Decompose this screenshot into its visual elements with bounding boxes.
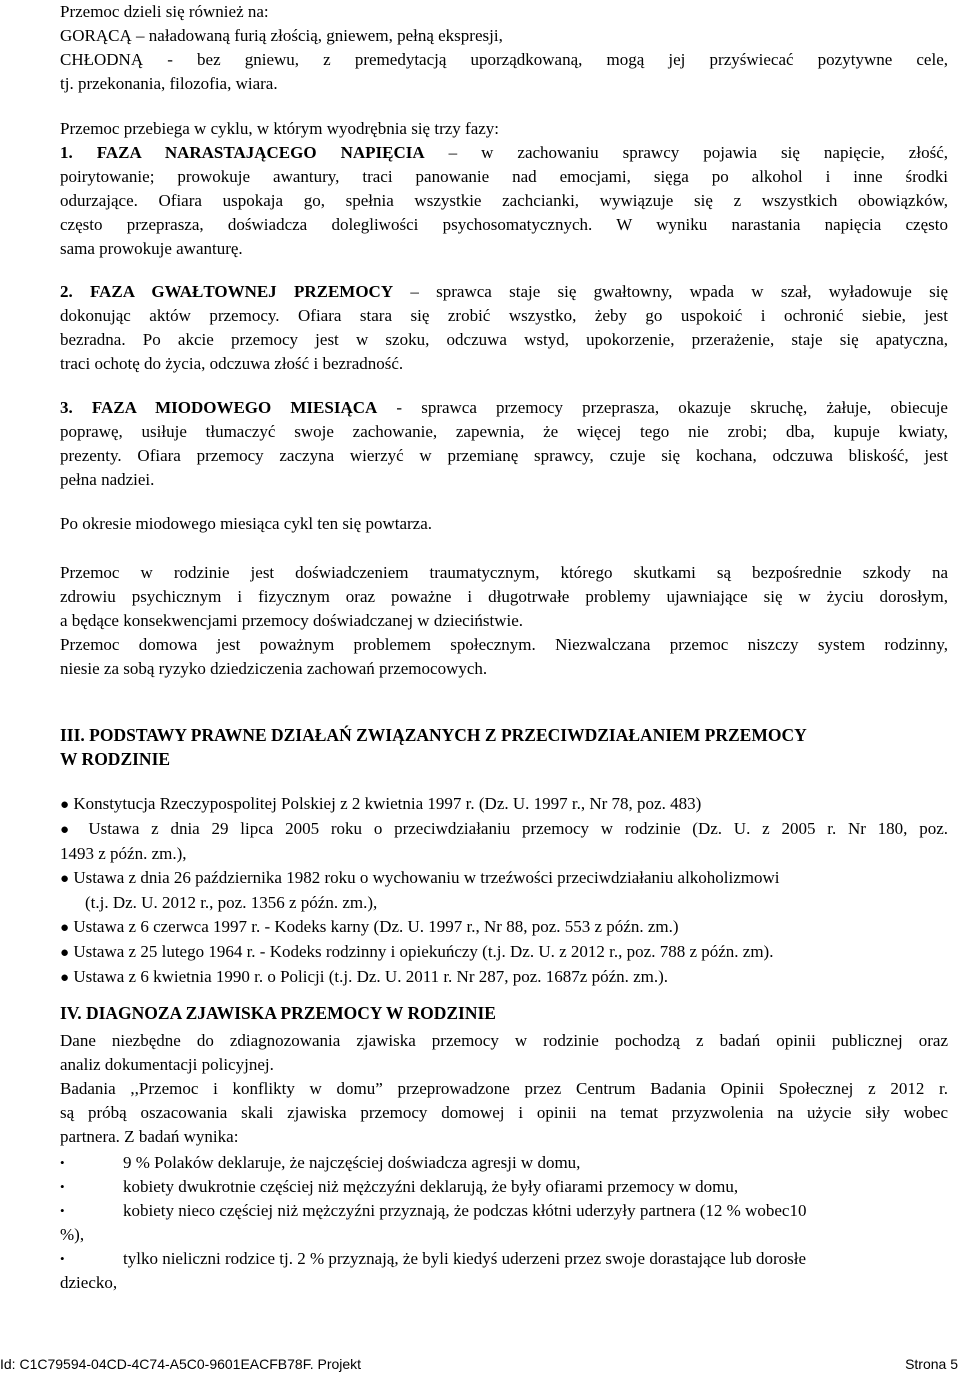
heading-line: III. PODSTAWY PRAWNE DZIAŁAŃ ZWIĄZANYCH Z PRZECIWDZIAŁANIEM PRZEMOCY (60, 725, 807, 745)
finding-text: tylko nieliczni rodzice tj. 2 % przyznają, że byli kiedyś uderzeni przez swoje dorastające lub dorosłe (123, 1249, 807, 1268)
finding-text: kobiety nieco częściej niż mężczyźni przyznają, że podczas kłótni uderzyły partnera (12 % wobec10 (123, 1201, 807, 1220)
cycle-intro: Przemoc przebiega w cyklu, w którym wyodrębnia się trzy fazy: (60, 119, 500, 138)
diagnosis-line: partnera. Z badań wynika: (60, 1127, 239, 1146)
phase-2-paragraph (60, 280, 948, 376)
cycle-repeat: Po okresie miodowego miesiąca cykl ten się powtarza. (60, 514, 432, 533)
finding-continuation: %), (60, 1225, 85, 1244)
trauma-line: zdrowiu psychicznym i fizycznym oraz poważne i długotrwałe problemy ujawniające się w życiu dorosłym, (60, 587, 948, 606)
law-text: Ustawa z dnia 26 października 1982 roku o wychowaniu w trzeźwości przeciwdziałaniu alkoholizmowi (73, 868, 780, 887)
phase-line: bezradna. Po akcie przemocy jest w szoku, odczuwa wstyd, upokorzenie, przerażenie, staje się apatyczna, (60, 330, 948, 349)
trauma-line: Przemoc domowa jest poważnym problemem społecznym. Niezwalczana przemoc niszczy system rodzinny, (60, 635, 948, 654)
law-text: Konstytucja Rzeczypospolitej Polskiej z 2 kwietnia 1997 r. (Dz. U. 1997 r., Nr 78, poz. 483) (73, 794, 702, 813)
phase-1-paragraph (60, 141, 948, 261)
footer-document-id: Id: C1C79594-04CD-4C74-A5C0-9601EACFB78F. Projekt (0, 1356, 362, 1372)
violence-types-line: tj. przekonania, filozofia, wiara. (60, 74, 278, 93)
bullet-icon: ● (60, 871, 70, 887)
law-item (60, 940, 948, 965)
diagnosis-line: Badania ,,Przemoc i konflikty w domu” przeprowadzone przez Centrum Badania Opinii Społecznej z 2012 r. (60, 1079, 948, 1098)
bullet-icon: ● (60, 822, 77, 838)
law-text: Ustawa z dnia 29 lipca 2005 roku o przeciwdziałaniu przemocy w rodzinie (Dz. U. z 2005 r. Nr 180, poz. (88, 819, 949, 838)
trauma-line: niesie za sobą ryzyko dziedziczenia zachowań przemocowych. (60, 659, 488, 678)
phase-line (60, 141, 948, 165)
diagnosis-line: są próbą oszacowania skali zjawiska przemocy domowej i opinii na temat przyzwolenia na użycie siły wobec (60, 1103, 948, 1122)
law-item (60, 792, 948, 817)
finding-text: kobiety dwukrotnie częściej niż mężczyźni deklarują, że były ofiarami przemocy w domu, (123, 1177, 739, 1196)
trauma-line: a będące konsekwencjami przemocy doświadczanej w dzieciństwie. (60, 611, 524, 630)
phase-title: 1. FAZA NARASTAJĄCEGO NAPIĘCIA (60, 143, 425, 162)
footer-page-number: Strona 5 (905, 1356, 958, 1372)
diagnosis-paragraph-2 (60, 1077, 948, 1149)
law-text: Ustawa z 6 kwietnia 1990 r. o Policji (t.j. Dz. U. 2011 r. Nr 287, poz. 1687z późn. zm.). (73, 967, 669, 986)
bullet-icon: • (60, 1179, 65, 1194)
violence-types-line: GORĄCĄ – naładowaną furią złością, gniewem, pełną ekspresji, (60, 26, 503, 45)
heading-line: W RODZINIE (60, 749, 171, 769)
bullet-icon: • (60, 1251, 65, 1266)
diagnosis-paragraph-1 (60, 1029, 948, 1077)
phase-line: odurzające. Ofiara uspokaja go, spełnia wszystkie zachcianki, wywiązuje się z wszystkich obowiązków, (60, 191, 948, 210)
bullet-icon: • (60, 1155, 65, 1170)
trauma-paragraph (60, 561, 948, 681)
phase-text: – sprawca staje się gwałtowny, wpada w szał, wyładowuje się (393, 282, 948, 301)
violence-types-line: CHŁODNĄ - bez gniewu, z premedytacją uporządkowaną, mogą jej przyświecać pozytywne cele, (60, 50, 948, 69)
phase-line: często przeprasza, doświadcza dolegliwości psychosomatycznych. W wyniku narastania napięcia często (60, 215, 948, 234)
law-item (60, 817, 948, 842)
law-item-continuation: (t.j. Dz. U. 2012 r., poz. 1356 z późn. zm.), (85, 893, 378, 912)
phase-title: 2. FAZA GWAŁTOWNEJ PRZEMOCY (60, 282, 394, 301)
phase-line: poirytowanie; prowokuje awantury, traci panowanie nad emocjami, sięga po alkohol i inne środki (60, 167, 948, 186)
trauma-line: Przemoc w rodzinie jest doświadczeniem traumatycznym, którego skutkami są bezpośrednie szkody na (60, 563, 948, 582)
phase-line: dokonując aktów przemocy. Ofiara stara się zrobić wszystko, żeby go uspokoić i ochronić siebie, jest (60, 306, 948, 325)
law-item (60, 915, 948, 940)
law-item (60, 965, 948, 990)
violence-types-paragraph (60, 0, 948, 96)
diagnosis-line: analiz dokumentacji policyjnej. (60, 1055, 274, 1074)
law-text: Ustawa z 25 lutego 1964 r. - Kodeks rodzinny i opiekuńczy (t.j. Dz. U. z 2012 r., poz. 788 z późn. zm). (73, 942, 774, 961)
bullet-icon: ● (60, 945, 70, 961)
bullet-icon: ● (60, 920, 70, 936)
phase-text: – w zachowaniu sprawcy pojawia się napięcie, złość, (424, 143, 948, 162)
law-item-continuation: 1493 z późn. zm.), (60, 844, 187, 863)
phase-title: 3. FAZA MIODOWEGO MIESIĄCA (60, 398, 378, 417)
violence-types-line: Przemoc dzieli się również na: (60, 2, 269, 21)
section-3-heading (60, 723, 948, 771)
law-item (60, 866, 948, 891)
finding-continuation: dziecko, (60, 1273, 118, 1292)
section-4-heading: IV. DIAGNOZA ZJAWISKA PRZEMOCY W RODZINIE (60, 1003, 496, 1023)
finding-text: 9 % Polaków deklaruje, że najczęściej doświadcza agresji w domu, (123, 1153, 581, 1172)
phase-line (60, 396, 948, 420)
phase-line: prezenty. Ofiara przemocy zaczyna wierzyć w przemianę sprawcy, czuje się kochana, odczuwa bliskość, jest (60, 446, 948, 465)
phase-line: pełna nadziei. (60, 470, 155, 489)
bullet-icon: ● (60, 970, 70, 986)
bullet-icon: • (60, 1203, 65, 1218)
phase-line: traci ochotę do życia, odczuwa złość i bezradność. (60, 354, 404, 373)
phase-3-paragraph (60, 396, 948, 492)
diagnosis-line: Dane niezbędne do zdiagnozowania zjawiska przemocy w rodzinie pochodzą z badań opinii publicznej oraz (60, 1031, 948, 1050)
law-text: Ustawa z 6 czerwca 1997 r. - Kodeks karny (Dz. U. 1997 r., Nr 88, poz. 553 z późn. zm.) (73, 917, 679, 936)
bullet-icon: ● (60, 797, 70, 813)
phase-line (60, 280, 948, 304)
phase-text: - sprawca przemocy przeprasza, okazuje skruchę, żałuje, obiecuje (377, 398, 948, 417)
phase-line: sama prowokuje awanturę. (60, 239, 243, 258)
law-list (60, 792, 948, 990)
phase-line: poprawę, usiłuje tłumaczyć swoje zachowanie, zapewnia, że więcej tego nie zrobi; dba, kupuje kwiaty, (60, 422, 948, 441)
